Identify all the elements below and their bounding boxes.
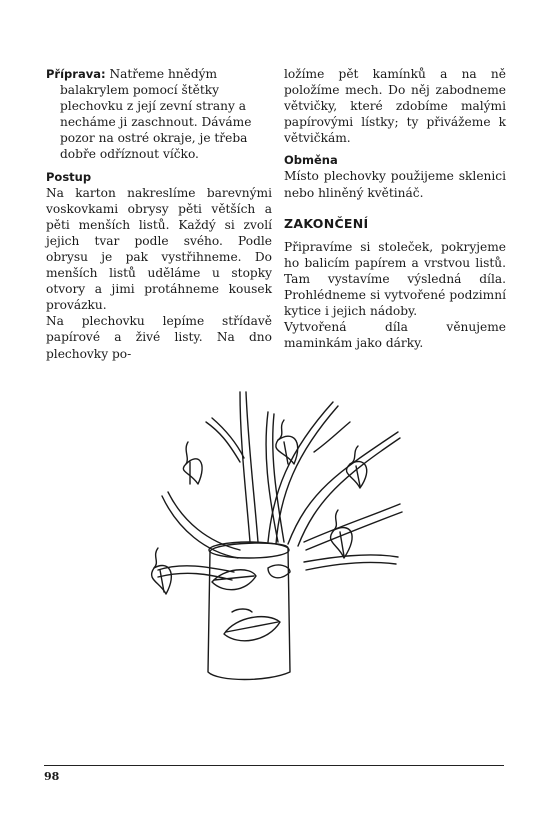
preparation-label: Příprava: [46,67,106,81]
procedure-paragraph-1: Na karton nakreslíme barevnými voskovkami obrysy pěti větších a pěti menších listů. Každý si zvolí jejich tvar podle svého. Podle obrysu je pak vystřihneme. Do menších listů uděláme u stopky otvory a jimi protáhneme kousek provázku. [46,185,272,313]
preparation-text: balakrylem pomocí štětky plechovku z její zevní strany a necháme ji zaschnout. Dáváme pozor na ostré okraje, je třeba dobře odříznout víčko. [60,83,252,162]
conclusion-heading: ZAKONČENÍ [284,215,369,231]
conclusion-paragraph-1: Připravíme si stoleček, pokryjeme ho balicím papírem a vrstvou listů. Tam vystavíme výsledná díla. Prohlédneme si vytvořené podzimní kytice i jejich nádoby. [284,239,506,319]
leaf-can-bouquet-icon [128,372,428,692]
left-column [46,66,272,362]
preparation-paragraph [46,66,272,163]
continuation-paragraph: ložíme pět kamínků a na ně položíme mech. Do něj zabodneme větvičky, které zdobíme malými papírovými lístky; ty přivážeme k větvičkám. [284,67,506,146]
preparation-first-line: Natřeme hnědým [109,67,218,81]
variation-heading: Obměna [284,153,338,168]
footer-rule [44,765,504,766]
right-column [284,66,506,351]
page-number: 98 [44,770,60,783]
branches [158,392,402,580]
procedure-heading: Postup [46,169,92,184]
procedure-paragraph-2: Na plechovku lepíme střídavě papírové a živé listy. Na dno plechovky po- [46,314,272,361]
variation-paragraph: Místo plechovky použijeme sklenici nebo hliněný květináč. [284,169,506,200]
can [208,542,290,680]
conclusion-paragraph-2: Vytvořená díla věnujeme maminkám jako dárky. [284,320,506,351]
hanging-leaves [152,420,367,594]
